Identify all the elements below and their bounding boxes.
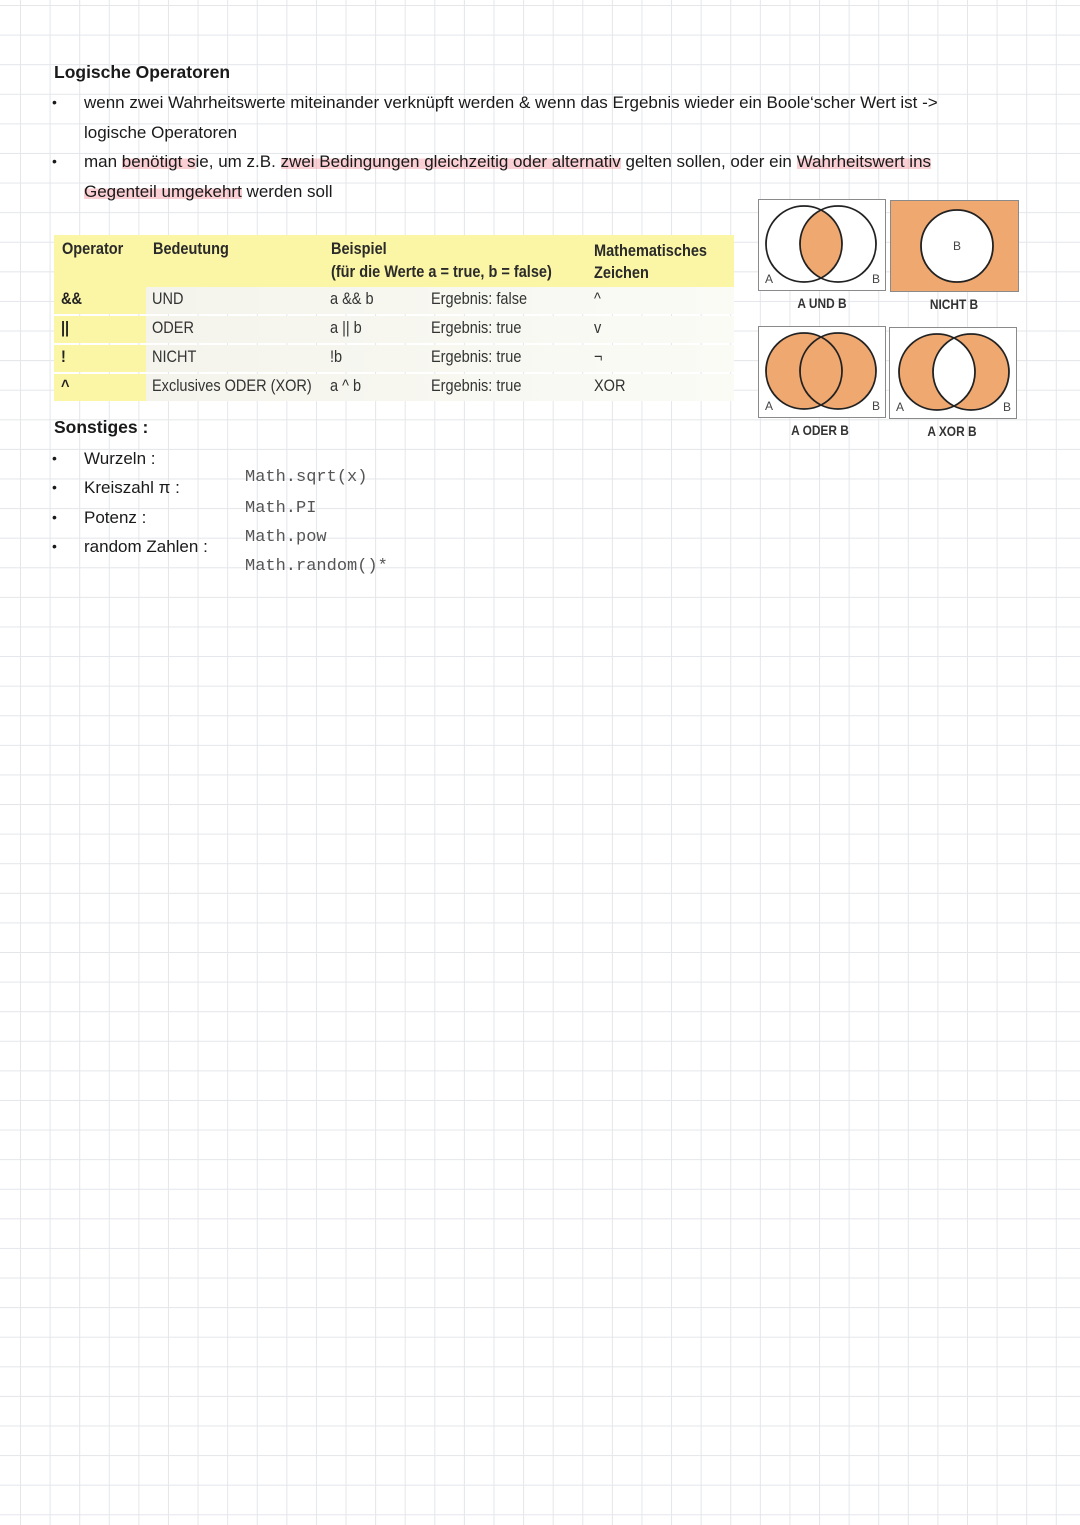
bullet-dot: •	[52, 479, 57, 495]
highlight: benötigt s	[121, 152, 196, 171]
cell-meaning: Exclusives ODER (XOR)	[152, 377, 312, 395]
cell-sign: v	[594, 319, 602, 337]
section-title: Sonstiges :	[54, 417, 149, 437]
cell-operator: ^	[61, 377, 70, 395]
venn-xor	[889, 327, 1017, 419]
header-operator: Operator	[62, 240, 124, 258]
bullet-dot: •	[52, 153, 57, 169]
venn-xor-graphic	[890, 328, 1015, 417]
header-beispiel-sub: (für die Werte a = true, b = false)	[331, 263, 552, 281]
bullet-1-line-2: logische Operatoren	[84, 123, 238, 142]
cell-example: a ^ b	[330, 377, 362, 395]
cell-result: Ergebnis: true	[431, 319, 522, 337]
code-line: Math.PI	[245, 499, 317, 518]
text: werden soll	[241, 182, 333, 201]
cell-sign: ^	[594, 290, 601, 308]
cell-operator: !	[61, 348, 66, 366]
venn-not	[890, 200, 1019, 292]
table-row	[54, 345, 734, 373]
bullet-2-line-2	[84, 177, 333, 207]
cell-sign: ¬	[594, 348, 603, 366]
venn-or-graphic	[759, 327, 884, 416]
table-row	[54, 316, 734, 344]
table-row	[54, 374, 734, 402]
venn-and-label: A UND B	[797, 295, 847, 311]
text: ie, um z.B.	[195, 152, 281, 171]
header-bedeutung: Bedeutung	[153, 240, 229, 258]
cell-example: a && b	[330, 290, 374, 308]
venn-xor-label: A XOR B	[927, 423, 977, 439]
venn-label-b: B	[953, 239, 962, 253]
venn-not-graphic	[891, 201, 1017, 290]
highlight: zwei Bedingungen gleichzeitig oder alternativ	[280, 152, 621, 171]
page-title: Logische Operatoren	[54, 62, 231, 82]
code-line: Math.random()*	[245, 557, 388, 576]
cell-result: Ergebnis: true	[431, 348, 522, 366]
cell-result: Ergebnis: false	[431, 290, 528, 308]
venn-label-b: B	[872, 399, 881, 413]
venn-label-a: A	[765, 399, 774, 413]
venn-and	[758, 199, 886, 291]
cell-meaning: NICHT	[152, 348, 197, 366]
operator-table	[54, 235, 734, 401]
cell-result: Ergebnis: true	[431, 377, 522, 395]
venn-not-label: NICHT B	[929, 296, 979, 312]
header-zeichen-sub: Zeichen	[594, 264, 649, 282]
cell-operator: &&	[61, 290, 82, 308]
venn-label-b: B	[872, 272, 881, 286]
bullet-dot: •	[52, 94, 57, 110]
bullet-dot: •	[52, 538, 57, 554]
cell-operator: ||	[61, 319, 70, 337]
venn-or-label: A ODER B	[791, 422, 849, 438]
list-item: Wurzeln :	[84, 449, 156, 468]
header-beispiel: Beispiel	[331, 240, 387, 258]
code-line: Math.sqrt(x)	[245, 468, 368, 487]
venn-or	[758, 326, 886, 418]
bullet-2-line-1	[84, 147, 931, 177]
cell-meaning: UND	[152, 290, 184, 308]
header-zeichen: Mathematisches	[594, 242, 707, 260]
list-item: Potenz :	[84, 508, 147, 527]
list-item: random Zahlen :	[84, 537, 208, 556]
table-row	[54, 287, 734, 315]
bullet-1-line-1: wenn zwei Wahrheitswerte miteinander verknüpft werden & wenn das Ergebnis wieder ein Boole‘scher Wert ist ->	[84, 93, 938, 112]
venn-label-a: A	[765, 272, 774, 286]
table-header	[54, 235, 734, 289]
bullet-dot: •	[52, 509, 57, 525]
highlight: Wahrheitswert ins	[796, 152, 932, 171]
venn-label-a: A	[896, 400, 905, 414]
code-line: Math.pow	[245, 528, 327, 547]
cell-example: a || b	[330, 319, 362, 337]
list-item: Kreiszahl π :	[84, 478, 180, 497]
text: man	[84, 152, 122, 171]
highlight: Gegenteil umgekehrt	[84, 182, 242, 201]
text: gelten sollen, oder ein	[620, 152, 797, 171]
cell-meaning: ODER	[152, 319, 194, 337]
cell-example: !b	[330, 348, 343, 366]
cell-sign: XOR	[594, 377, 626, 395]
venn-label-b: B	[1003, 400, 1012, 414]
venn-and-graphic	[759, 200, 884, 289]
bullet-dot: •	[52, 450, 57, 466]
